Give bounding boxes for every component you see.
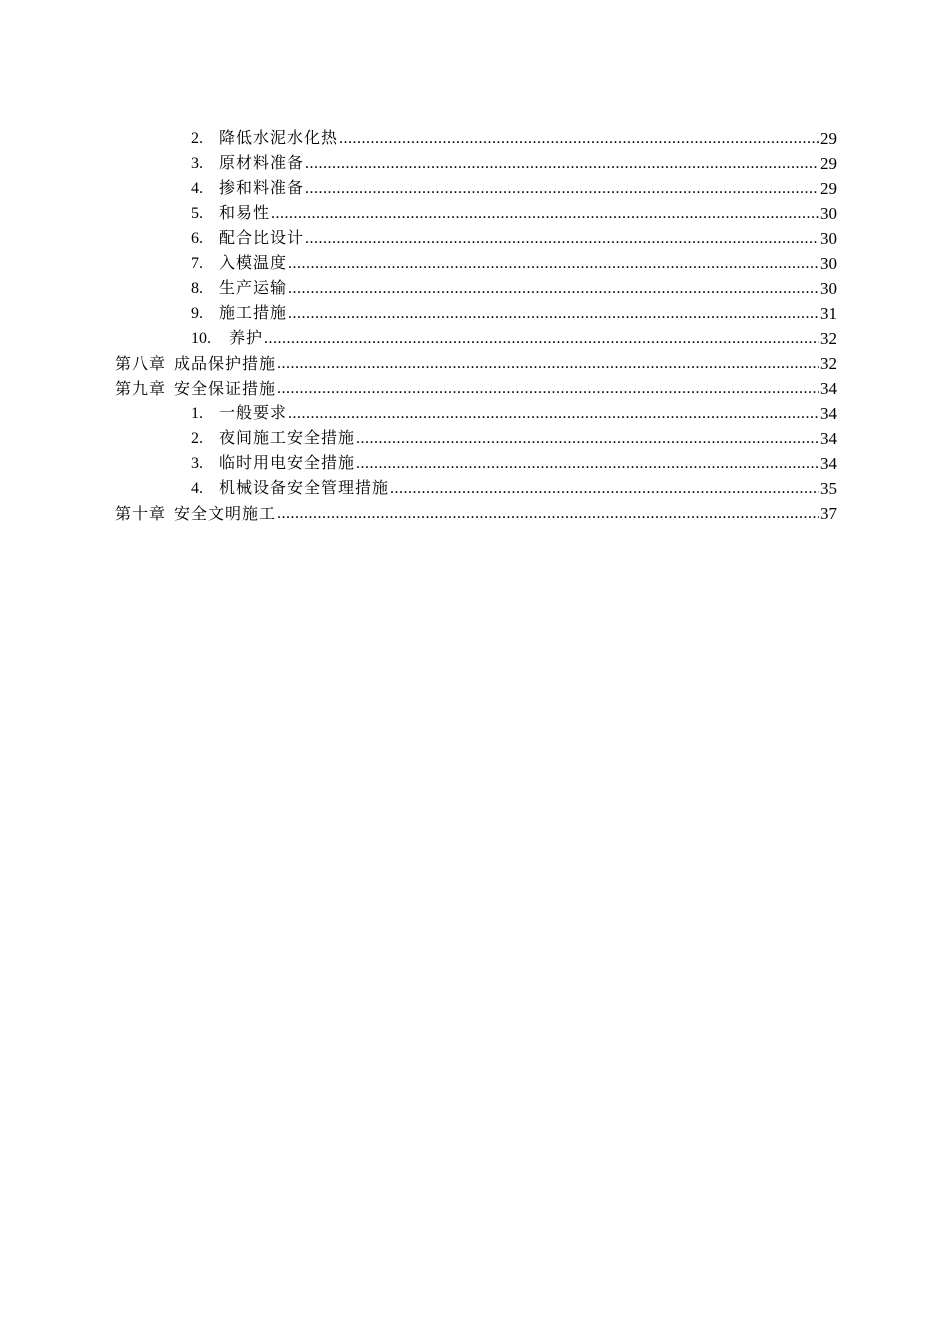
toc-entry-page: 32 xyxy=(820,354,837,373)
toc-entry-page: 34 xyxy=(820,454,837,473)
toc-entry-title: 临时用电安全措施 xyxy=(219,453,356,472)
toc-dot-leader xyxy=(288,254,826,274)
toc-entry-title: 机械设备安全管理措施 xyxy=(219,478,390,497)
toc-entry-label xyxy=(115,354,276,374)
toc-entry-label xyxy=(191,278,287,299)
toc-entry-title: 一般要求 xyxy=(219,403,288,422)
toc-entry-number: 6. xyxy=(191,230,203,247)
toc-entry-page: 29 xyxy=(820,179,837,198)
toc-entry-label xyxy=(191,203,270,224)
toc-entry[interactable] xyxy=(0,274,950,299)
toc-chapter-number: 第十章 xyxy=(115,504,167,523)
toc-entry-number: 5. xyxy=(191,205,203,222)
toc-entry-number: 4. xyxy=(191,480,203,497)
toc-entry-page: 30 xyxy=(820,279,837,298)
toc-dot-leader xyxy=(305,179,826,199)
toc-entry-page: 29 xyxy=(820,154,837,173)
toc-dot-leader xyxy=(277,504,826,524)
toc-entry-label xyxy=(191,253,287,274)
toc-entry[interactable] xyxy=(0,249,950,274)
toc-entry-title: 掺和料准备 xyxy=(219,178,305,197)
toc-entry-page: 37 xyxy=(820,504,837,523)
toc-entry-title: 夜间施工安全措施 xyxy=(219,428,356,447)
toc-entry-title: 和易性 xyxy=(219,203,271,222)
toc-dot-leader xyxy=(356,454,827,474)
toc-entry-number: 3. xyxy=(191,455,203,472)
toc-dot-leader xyxy=(271,204,825,224)
toc-entry-page: 31 xyxy=(820,304,837,323)
toc-dot-leader xyxy=(339,129,827,149)
toc-entry-page: 34 xyxy=(820,404,837,423)
toc-entry-label xyxy=(191,328,263,349)
toc-dot-leader xyxy=(356,429,827,449)
toc-entry[interactable] xyxy=(0,174,950,199)
toc-dot-leader xyxy=(277,379,826,399)
toc-dot-leader xyxy=(305,229,826,249)
toc-entry-page: 29 xyxy=(820,129,837,148)
toc-dot-leader xyxy=(277,354,826,374)
toc-entry-number: 2. xyxy=(191,430,203,447)
table-of-contents xyxy=(0,124,950,524)
toc-chapter-number: 第八章 xyxy=(115,354,167,373)
toc-entry[interactable] xyxy=(0,399,950,424)
toc-entry-page: 35 xyxy=(820,479,837,498)
toc-entry-label xyxy=(115,379,276,399)
toc-entry-label xyxy=(191,228,304,249)
toc-dot-leader xyxy=(288,404,826,424)
toc-entry-label xyxy=(191,178,304,199)
toc-entry-title: 安全保证措施 xyxy=(174,379,277,398)
toc-entry-label xyxy=(191,403,287,424)
toc-entry-number: 7. xyxy=(191,255,203,272)
toc-entry-title: 降低水泥水化热 xyxy=(219,128,339,147)
toc-entry-title: 施工措施 xyxy=(219,303,288,322)
toc-dot-leader xyxy=(390,479,828,499)
toc-entry-label xyxy=(191,303,287,324)
toc-entry-title: 养护 xyxy=(229,328,264,347)
toc-chapter-entry[interactable] xyxy=(0,374,950,399)
toc-entry-number: 1. xyxy=(191,405,203,422)
toc-entry-label xyxy=(191,428,355,449)
toc-entry-number: 3. xyxy=(191,155,203,172)
toc-entry-page: 32 xyxy=(820,329,837,348)
toc-dot-leader xyxy=(305,154,826,174)
toc-entry-title: 入模温度 xyxy=(219,253,288,272)
toc-entry[interactable] xyxy=(0,299,950,324)
toc-entry-title: 安全文明施工 xyxy=(174,504,277,523)
toc-entry-number: 8. xyxy=(191,280,203,297)
toc-entry-page: 30 xyxy=(820,204,837,223)
toc-entry-number: 9. xyxy=(191,305,203,322)
toc-entry[interactable] xyxy=(0,199,950,224)
toc-chapter-entry[interactable] xyxy=(0,349,950,374)
toc-entry[interactable] xyxy=(0,224,950,249)
toc-entry-label xyxy=(191,453,355,474)
toc-entry-title: 成品保护措施 xyxy=(174,354,277,373)
toc-entry-page: 34 xyxy=(820,429,837,448)
toc-entry-number: 4. xyxy=(191,180,203,197)
toc-entry[interactable] xyxy=(0,324,950,349)
toc-entry[interactable] xyxy=(0,449,950,474)
toc-entry-number: 2. xyxy=(191,130,203,147)
toc-entry-label xyxy=(115,504,276,524)
toc-entry[interactable] xyxy=(0,474,950,499)
toc-entry[interactable] xyxy=(0,424,950,449)
toc-dot-leader xyxy=(288,304,826,324)
toc-entry-number: 10. xyxy=(191,330,211,347)
toc-entry-label xyxy=(191,478,389,499)
toc-entry-page: 30 xyxy=(820,254,837,273)
toc-entry[interactable] xyxy=(0,124,950,149)
toc-entry-title: 生产运输 xyxy=(219,278,288,297)
toc-entry[interactable] xyxy=(0,149,950,174)
toc-chapter-number: 第九章 xyxy=(115,379,167,398)
toc-entry-title: 原材料准备 xyxy=(219,153,305,172)
toc-dot-leader xyxy=(264,329,825,349)
toc-dot-leader xyxy=(288,279,826,299)
toc-chapter-entry[interactable] xyxy=(0,499,950,524)
toc-entry-title: 配合比设计 xyxy=(219,228,305,247)
toc-entry-page: 34 xyxy=(820,379,837,398)
toc-entry-page: 30 xyxy=(820,229,837,248)
toc-entry-label xyxy=(191,128,338,149)
toc-entry-label xyxy=(191,153,304,174)
